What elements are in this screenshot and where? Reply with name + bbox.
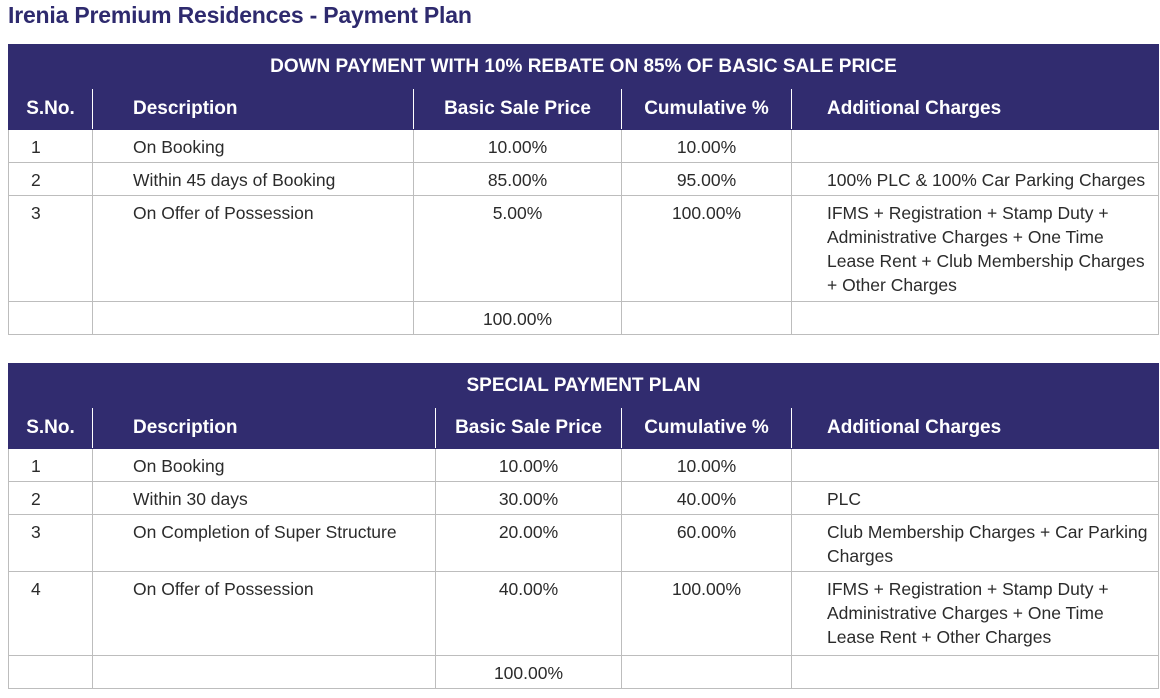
cell-additional: Club Membership Charges + Car Parking Charges [792, 515, 1159, 572]
table-row [9, 130, 1159, 163]
cell-cumulative: 40.00% [622, 482, 792, 515]
total-row [9, 656, 1159, 689]
cell-bsp: 10.00% [414, 130, 622, 163]
cell-bsp: 30.00% [436, 482, 622, 515]
plan-heading: DOWN PAYMENT WITH 10% REBATE ON 85% OF BASIC SALE PRICE [9, 45, 1159, 89]
column-header-description: Description [93, 89, 414, 130]
column-header-cumulative: Cumulative % [622, 89, 792, 130]
cell-bsp: 5.00% [414, 196, 622, 302]
column-header-basic-sale-price: Basic Sale Price [436, 408, 622, 449]
cell-description: Within 45 days of Booking [93, 163, 414, 196]
table-row [9, 482, 1159, 515]
cell-sno: 3 [9, 196, 93, 302]
cell-cumulative: 100.00% [622, 196, 792, 302]
cell-additional [792, 449, 1159, 482]
plan-heading: SPECIAL PAYMENT PLAN [9, 364, 1159, 408]
cell-sno: 1 [9, 130, 93, 163]
cell-additional: PLC [792, 482, 1159, 515]
cell-additional: IFMS + Registration + Stamp Duty + Administrative Charges + One Time Lease Rent + Other Charges [792, 572, 1159, 656]
column-header-cumulative: Cumulative % [622, 408, 792, 449]
cell-description: On Offer of Possession [93, 572, 436, 656]
cell-cumulative: 60.00% [622, 515, 792, 572]
cell-sno: 4 [9, 572, 93, 656]
column-header-basic-sale-price: Basic Sale Price [414, 89, 622, 130]
cell-description: On Completion of Super Structure [93, 515, 436, 572]
column-header-sno: S.No. [9, 89, 93, 130]
cell-additional: 100% PLC & 100% Car Parking Charges [792, 163, 1159, 196]
payment-plan-table-1 [8, 44, 1159, 335]
cell-sno: 3 [9, 515, 93, 572]
cell-cumulative: 95.00% [622, 163, 792, 196]
cell-sno: 1 [9, 449, 93, 482]
table-row [9, 196, 1159, 302]
column-header-additional-charges: Additional Charges [792, 89, 1159, 130]
table-row [9, 163, 1159, 196]
payment-plan-table-2 [8, 363, 1159, 689]
cell-additional [792, 130, 1159, 163]
total-row [9, 302, 1159, 335]
page-title: Irenia Premium Residences - Payment Plan [8, 2, 472, 28]
cell-sno: 2 [9, 482, 93, 515]
cell-bsp: 10.00% [436, 449, 622, 482]
table-row [9, 449, 1159, 482]
cell-additional: IFMS + Registration + Stamp Duty + Administrative Charges + One Time Lease Rent + Club Membership Charges + Other Charges [792, 196, 1159, 302]
cell-bsp: 40.00% [436, 572, 622, 656]
cell-description: On Booking [93, 449, 436, 482]
cell-description: On Offer of Possession [93, 196, 414, 302]
cell-total-bsp: 100.00% [436, 656, 622, 689]
cell-bsp: 85.00% [414, 163, 622, 196]
cell-bsp: 20.00% [436, 515, 622, 572]
table-row [9, 515, 1159, 572]
table-row [9, 572, 1159, 656]
cell-description: On Booking [93, 130, 414, 163]
column-header-additional-charges: Additional Charges [792, 408, 1159, 449]
cell-cumulative: 10.00% [622, 449, 792, 482]
cell-cumulative: 100.00% [622, 572, 792, 656]
cell-description: Within 30 days [93, 482, 436, 515]
cell-sno: 2 [9, 163, 93, 196]
cell-cumulative: 10.00% [622, 130, 792, 163]
column-header-description: Description [93, 408, 436, 449]
cell-total-bsp: 100.00% [414, 302, 622, 335]
column-header-sno: S.No. [9, 408, 93, 449]
